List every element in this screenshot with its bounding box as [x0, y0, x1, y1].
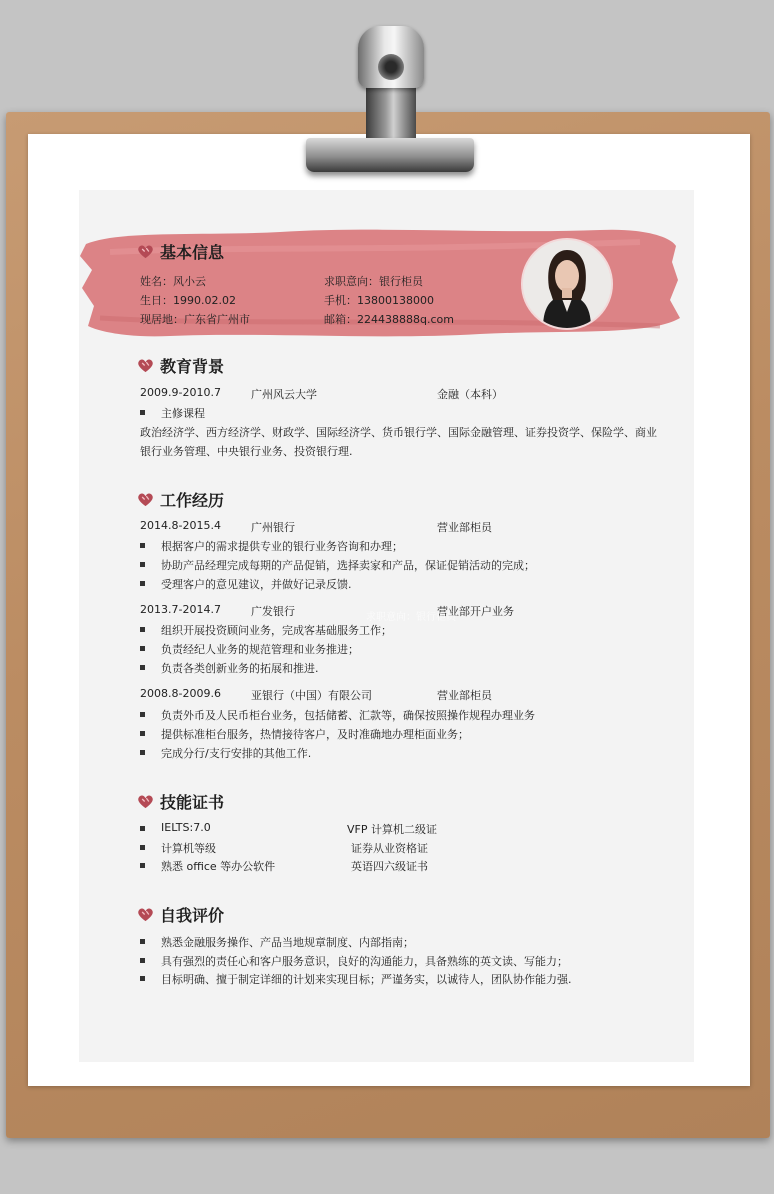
self-item: 具有强烈的责任心和客户服务意识，良好的沟通能力，具备熟练的英文读、写能力；: [161, 955, 568, 968]
certificate-item: VFP 计算机二级证: [347, 823, 437, 836]
heading-basic-info: [137, 240, 224, 263]
job-company: 广州银行: [251, 521, 295, 534]
name-field: 姓名：风小云: [140, 275, 206, 288]
skill-item: IELTS:7.0: [161, 821, 211, 834]
job-duty: 组织开展投资顾问业务，完成客基础服务工作；: [161, 624, 392, 637]
residence-field: 现居地：广东省广州市: [140, 313, 250, 326]
binder-clip-hole: [378, 54, 404, 80]
job-duty: 负责经纪人业务的规范管理和业务推进；: [161, 643, 359, 656]
portrait-image: [523, 240, 611, 328]
heading-label: 基本信息: [160, 243, 225, 262]
courses-label: 主修课程: [161, 407, 205, 420]
job-duty: 根据客户的需求提供专业的银行业务咨询和办理；: [161, 540, 403, 553]
job-duty: 负责各类创新业务的拓展和推进.: [161, 662, 319, 675]
intention-field: 求职意向：银行柜员: [324, 275, 423, 288]
self-item: 熟悉金融服务操作、产品当地规章制度、内部指南；: [161, 936, 414, 949]
job-company: 亚银行（中国）有限公司: [251, 689, 372, 702]
job-position: 营业部开户业务: [437, 605, 514, 618]
job-company: 广发银行: [251, 605, 295, 618]
job-position: 营业部柜员: [437, 521, 492, 534]
job-duty: 完成分行/支行安排的其他工作.: [161, 747, 312, 760]
heading-education: [137, 354, 224, 377]
phone-field: 手机：13800138000: [324, 294, 434, 307]
job-duty: 协助产品经理完成每期的产品促销，选择卖家和产品，保证促销活动的完成；: [161, 559, 535, 572]
profile-photo: [523, 240, 611, 328]
heart-icon: [137, 244, 154, 259]
binder-clip-base: [306, 138, 474, 172]
heading-work: [137, 488, 224, 511]
job-position: 营业部柜员: [437, 689, 492, 702]
birthday-field: 生日：1990.02.02: [140, 294, 236, 307]
skill-item: 熟悉 office 等办公软件: [161, 860, 276, 873]
watermark-text: 求职意向：银行柜员: [366, 612, 456, 623]
email-field: 邮箱：224438888q.com: [324, 313, 454, 326]
heading-label: 教育背景: [160, 357, 225, 376]
heading-label: 技能证书: [160, 793, 225, 812]
job-duty: 负责外币及人民币柜台业务，包括储蓄、汇款等，确保按照操作规程办理业务: [161, 709, 535, 722]
heart-icon: [137, 358, 154, 373]
education-school: 广州风云大学: [251, 388, 317, 401]
binder-clip-stem: [366, 86, 416, 140]
heading-label: 自我评价: [160, 906, 225, 925]
job-period: 2014.8-2015.4: [140, 519, 221, 532]
job-period: 2013.7-2014.7: [140, 603, 221, 616]
job-duty: 提供标准柜台服务，热情接待客户，及时准确地办理柜面业务；: [161, 728, 469, 741]
heart-icon: [137, 794, 154, 809]
courses-text: 政治经济学、西方经济学、财政学、国际经济学、货币银行学、国际金融管理、证券投资学、保险学、商业银行业务管理、中央银行业务、投资银行理.: [140, 426, 657, 458]
job-duty: 受理客户的意见建议，并做好记录反馈.: [161, 578, 352, 591]
job-period: 2008.8-2009.6: [140, 687, 221, 700]
self-item: 目标明确、擅于制定详细的计划来实现目标；严谨务实，以诚待人，团队协作能力强.: [161, 973, 572, 986]
heading-label: 工作经历: [160, 491, 225, 510]
certificate-item: 英语四六级证书: [351, 860, 428, 873]
education-period: 2009.9-2010.7: [140, 386, 221, 399]
heart-icon: [137, 907, 154, 922]
certificate-item: 证券从业资格证: [351, 842, 428, 855]
skill-item: 计算机等级: [161, 842, 216, 855]
heading-self-evaluation: [137, 903, 224, 926]
heading-skills: [137, 790, 224, 813]
education-major: 金融（本科）: [437, 388, 503, 401]
heart-icon: [137, 492, 154, 507]
